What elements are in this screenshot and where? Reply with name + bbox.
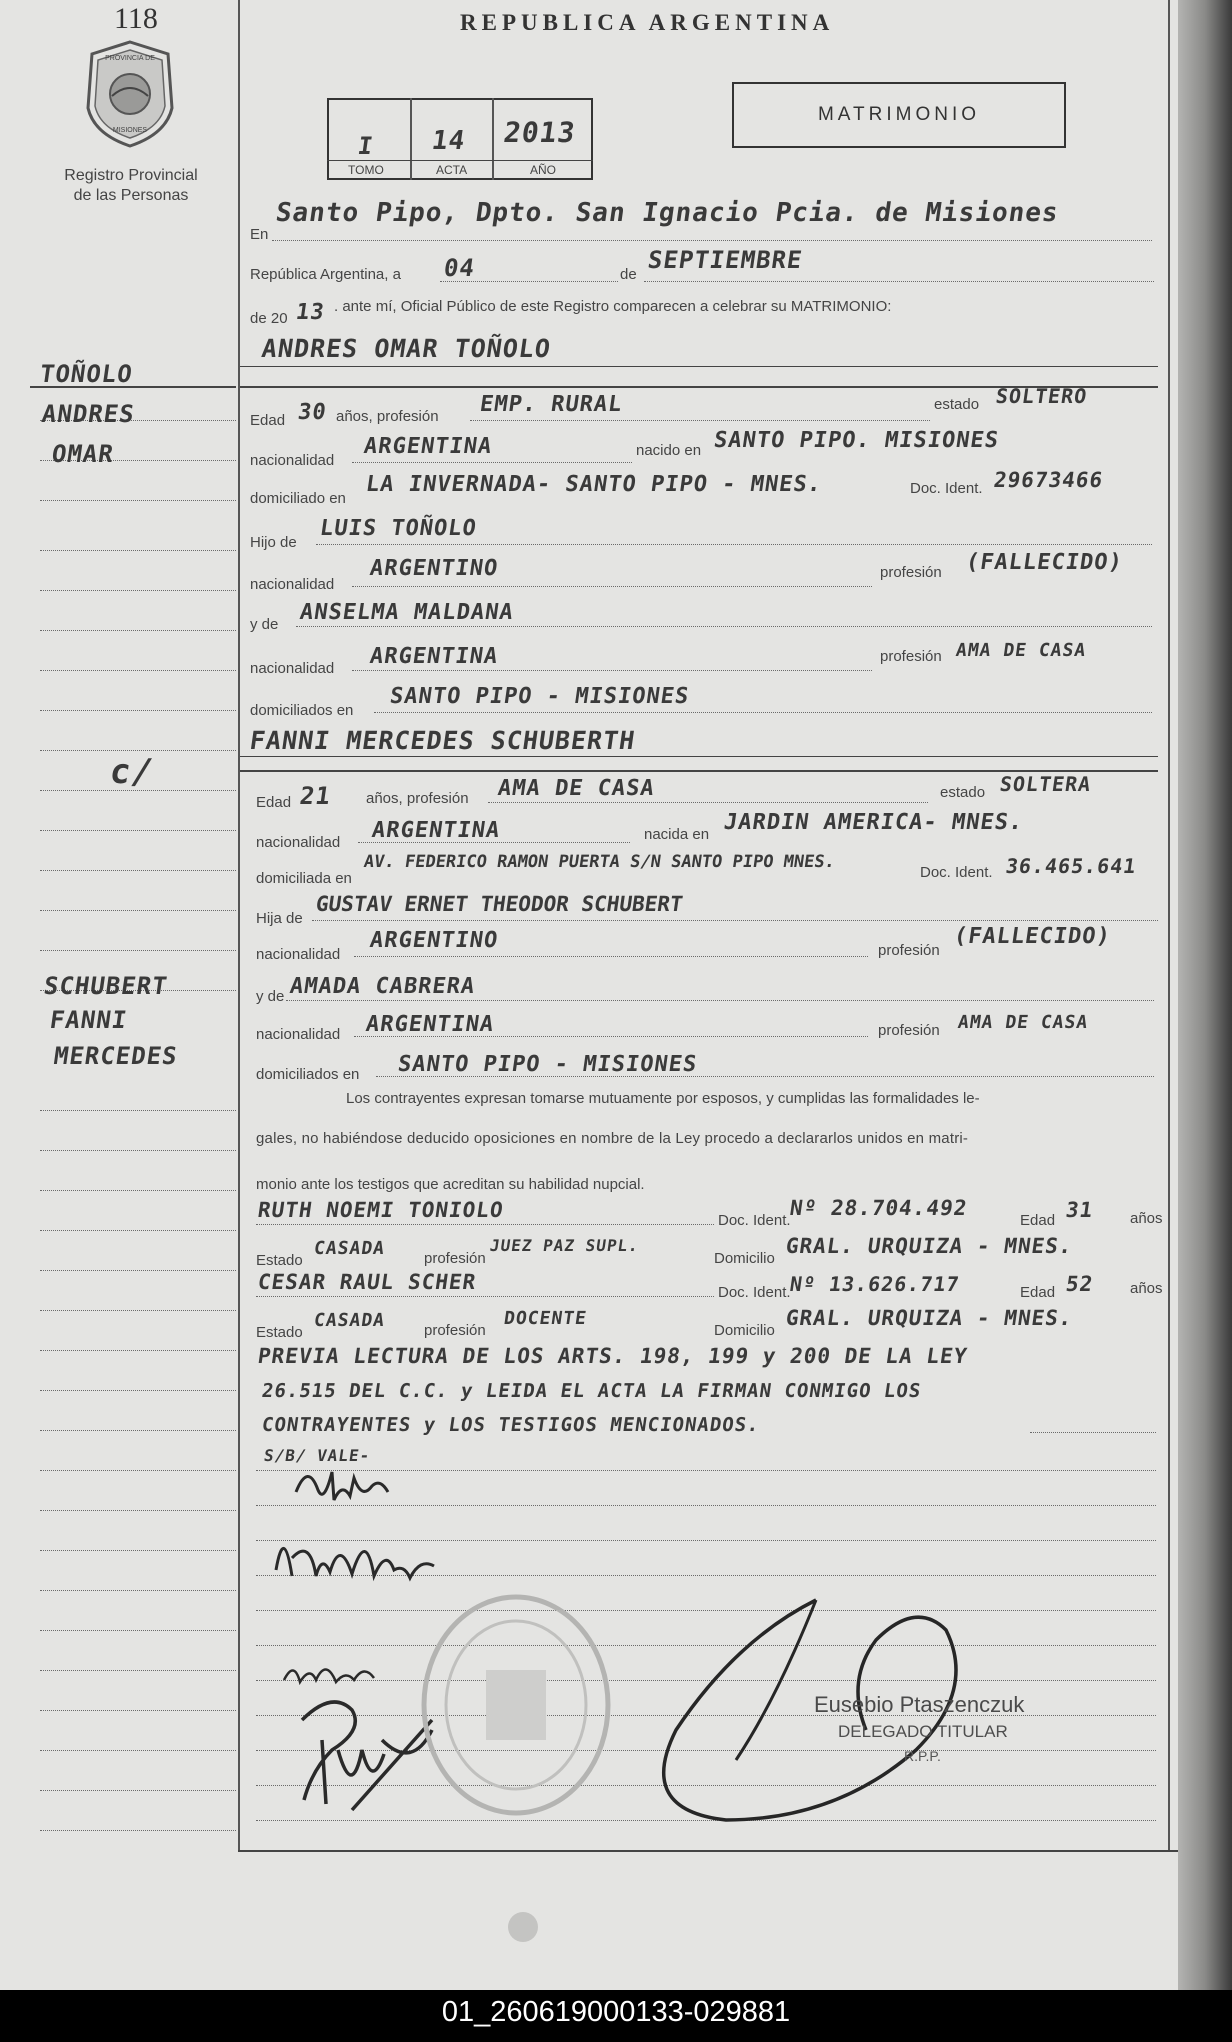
signature-3 [280,1652,380,1692]
bride-profesion: AMA DE CASA [496,776,657,801]
groom-anos-prof-label: años, profesión [336,408,439,425]
bride-full-name: FANNI MERCEDES SCHUBERTH [247,726,638,755]
official-stamp-office: R.P.P. [904,1748,941,1764]
signature-2 [270,1518,440,1598]
groom-full-name: ANDRES OMAR TOÑOLO [259,334,553,363]
witness2-name: CESAR RAUL SCHER [256,1270,478,1294]
bride-edad: 21 [298,782,333,810]
book-spine-edge [1178,0,1232,1990]
intro-month: SEPTIEMBRE [646,246,805,274]
official-stamp-name: Eusebio Ptaszenczuk [814,1692,1025,1717]
witness1-edad-label: Edad [1020,1212,1056,1229]
bride-doc: 36.465.641 [1004,854,1139,878]
bride-padre: GUSTAV ERNET THEODOR SCHUBERT [314,892,685,916]
groom-dom-label: domiciliado en [250,490,346,507]
bride-madre-nac-label: nacionalidad [256,1026,341,1043]
witness1-doc-label: Doc. Ident. [718,1212,791,1229]
intro-oficial-text: . ante mí, Oficial Público de este Registro comparecen a celebrar su MATRIMONIO: [334,298,892,315]
bride-estado-label: estado [940,784,986,801]
intro-de-label: de [620,266,637,283]
intro-republic-label: República Argentina, a [250,266,401,283]
bride-domicilio: AV. FEDERICO RAMON PUERTA S/N SANTO PIPO MNES. [362,852,837,872]
groom-madre-prof: AMA DE CASA [954,640,1088,661]
groom-madre-prof-label: profesión [880,648,942,665]
witness1-name: RUTH NOEMI TONIOLO [256,1198,506,1222]
bride-padre-nac-label: nacionalidad [256,946,341,963]
witness2-dom-label: Domicilio [714,1322,775,1339]
signature-1 [288,1452,398,1512]
sidebar-groom-surname: TOÑOLO [38,360,135,388]
witness1-anos-label: años [1130,1210,1163,1227]
bride-padres-dom: SANTO PIPO - MISIONES [396,1052,699,1077]
record-acta: 14 [429,126,468,156]
witness1-dom-label: Domicilio [714,1250,775,1267]
bride-padre-prof: (FALLECIDO) [952,924,1113,949]
witness2-profesion: DOCENTE [502,1308,589,1329]
groom-doc-label: Doc. Ident. [910,480,983,497]
groom-hijo-label: Hijo de [250,534,297,551]
province-seal [80,38,180,150]
groom-nacido-label: nacido en [636,442,702,459]
declaration-line3: monio ante los testigos que acreditan su habilidad nupcial. [256,1176,645,1193]
bride-edad-label: Edad [256,794,292,811]
binder-hole [508,1912,538,1942]
faded-office-stamp [416,1590,616,1820]
bride-madre: AMADA CABRERA [288,974,477,999]
groom-yde-label: y de [250,616,279,633]
registry-name-line1: Registro Provincial [64,167,198,184]
bride-yde-label: y de [256,988,285,1005]
notes-line3: CONTRAYENTES y LOS TESTIGOS MENCIONADOS. [260,1414,762,1436]
groom-profesion: EMP. RURAL [478,392,625,417]
sidebar-groom-given1: ANDRES [40,400,137,428]
groom-padre-nac: ARGENTINO [368,556,500,581]
notes-line2: 26.515 DEL C.C. y LEIDA EL ACTA LA FIRMAN CONMIGO LOS [260,1380,923,1402]
groom-padres-dom: SANTO PIPO - MISIONES [388,684,691,709]
groom-doms-label: domiciliados en [250,702,354,719]
bride-nacida-label: nacida en [644,826,710,843]
sidebar-bride-surname: SCHUBERT [42,972,170,1000]
witness2-anos-label: años [1130,1280,1163,1297]
record-tomo: I [356,132,376,160]
groom-padre: LUIS TOÑOLO [318,516,479,541]
record-ano-label: AÑO [530,163,557,177]
bride-madre-prof-label: profesión [878,1022,940,1039]
witness2-edad-label: Edad [1020,1284,1056,1301]
intro-year-prefix: de 20 [250,310,288,327]
registry-name-line2: de las Personas [73,187,189,204]
witness2-doc: Nº 13.626.717 [788,1272,962,1296]
witness1-doc: Nº 28.704.492 [788,1196,970,1220]
witness1-edad: 31 [1064,1198,1095,1222]
witness1-estado: CASADA [312,1238,387,1259]
seal-text-bottom: MISIONES [112,127,148,134]
record-acta-label: ACTA [436,163,468,177]
bride-estado: SOLTERA [998,772,1093,796]
groom-madre: ANSELMA MALDANA [298,600,516,625]
witness1-prof-label: profesión [424,1250,486,1267]
bride-hija-label: Hija de [256,910,303,927]
left-column-rule [238,0,240,1850]
witness1-estado-label: Estado [256,1252,303,1269]
intro-year-suffix: 13 [294,300,327,325]
scan-id: 01_260619000133-029881 [441,1996,791,2028]
notes-vale: S/B/ VALE- [262,1446,372,1465]
type-label: MATRIMONIO [817,104,981,125]
bride-doms-label: domiciliados en [256,1066,360,1083]
witness2-estado-label: Estado [256,1324,303,1341]
witness2-estado: CASADA [312,1310,387,1331]
witness2-domicilio: GRAL. URQUIZA - MNES. [784,1306,1075,1330]
groom-padre-prof-label: profesión [880,564,942,581]
bottom-rule [238,1850,1178,1852]
witness2-doc-label: Doc. Ident. [718,1284,791,1301]
groom-nacido-en: SANTO PIPO. MISIONES [712,428,1001,453]
seal-text-top: PROVINCIA DE [105,55,155,62]
bride-nacida-en: JARDIN AMERICA- MNES. [722,810,1025,835]
witness2-edad: 52 [1064,1272,1095,1296]
witness2-prof-label: profesión [424,1322,486,1339]
intro-en-label: En [250,226,269,243]
sidebar-groom-given2: OMAR [50,440,116,468]
bride-madre-prof: AMA DE CASA [956,1012,1090,1033]
right-margin-rule [1168,0,1170,1850]
groom-nacionalidad: ARGENTINA [362,434,494,459]
declaration-line1: Los contrayentes expresan tomarse mutuamente por esposos, y cumplidas las formalidades le- [346,1090,980,1107]
sidebar-connector: c/ [107,752,156,792]
witness1-domicilio: GRAL. URQUIZA - MNES. [784,1234,1075,1258]
bride-padre-prof-label: profesión [878,942,940,959]
groom-padre-prof: (FALLECIDO) [964,550,1125,575]
bride-nac-label: nacionalidad [256,834,341,851]
groom-madre-nac: ARGENTINA [368,644,500,669]
groom-madre-nac-label: nacionalidad [250,660,335,677]
groom-edad: 30 [296,400,329,425]
groom-edad-label: Edad [250,412,286,429]
groom-doc: 29673466 [992,468,1105,492]
groom-nac-label: nacionalidad [250,452,335,469]
bride-anos-prof-label: años, profesión [366,790,469,807]
bride-nacionalidad: ARGENTINA [370,818,502,843]
groom-estado: SOLTERO [994,384,1089,408]
record-ano: 2013 [501,116,578,149]
bride-madre-nac: ARGENTINA [364,1012,496,1037]
bride-padre-nac: ARGENTINO [368,928,500,953]
intro-day: 04 [442,254,477,282]
notes-line1: PREVIA LECTURA DE LOS ARTS. 198, 199 y 200 DE LA LEY [256,1344,970,1368]
groom-padre-nac-label: nacionalidad [250,576,335,593]
sidebar-bride-given1: FANNI [48,1006,130,1034]
intro-place: Santo Pipo, Dpto. San Ignacio Pcia. de Misiones [273,198,1061,228]
page-number: 118 [114,2,158,35]
bride-doc-label: Doc. Ident. [920,864,993,881]
bride-dom-label: domiciliada en [256,870,352,887]
groom-domicilio: LA INVERNADA- SANTO PIPO - MNES. [364,472,824,497]
country-title: REPUBLICA ARGENTINA [460,10,835,35]
witness1-profesion: JUEZ PAZ SUPL. [488,1236,641,1255]
declaration-line2: gales, no habiéndose deducido oposiciones en nombre de la Ley procedo a declararlos unidos en matri- [256,1130,969,1147]
sidebar-bride-given2: MERCEDES [52,1042,180,1070]
record-tomo-label: TOMO [348,163,384,177]
official-stamp-title: DELEGADO TITULAR [838,1722,1008,1741]
groom-estado-label: estado [934,396,980,413]
